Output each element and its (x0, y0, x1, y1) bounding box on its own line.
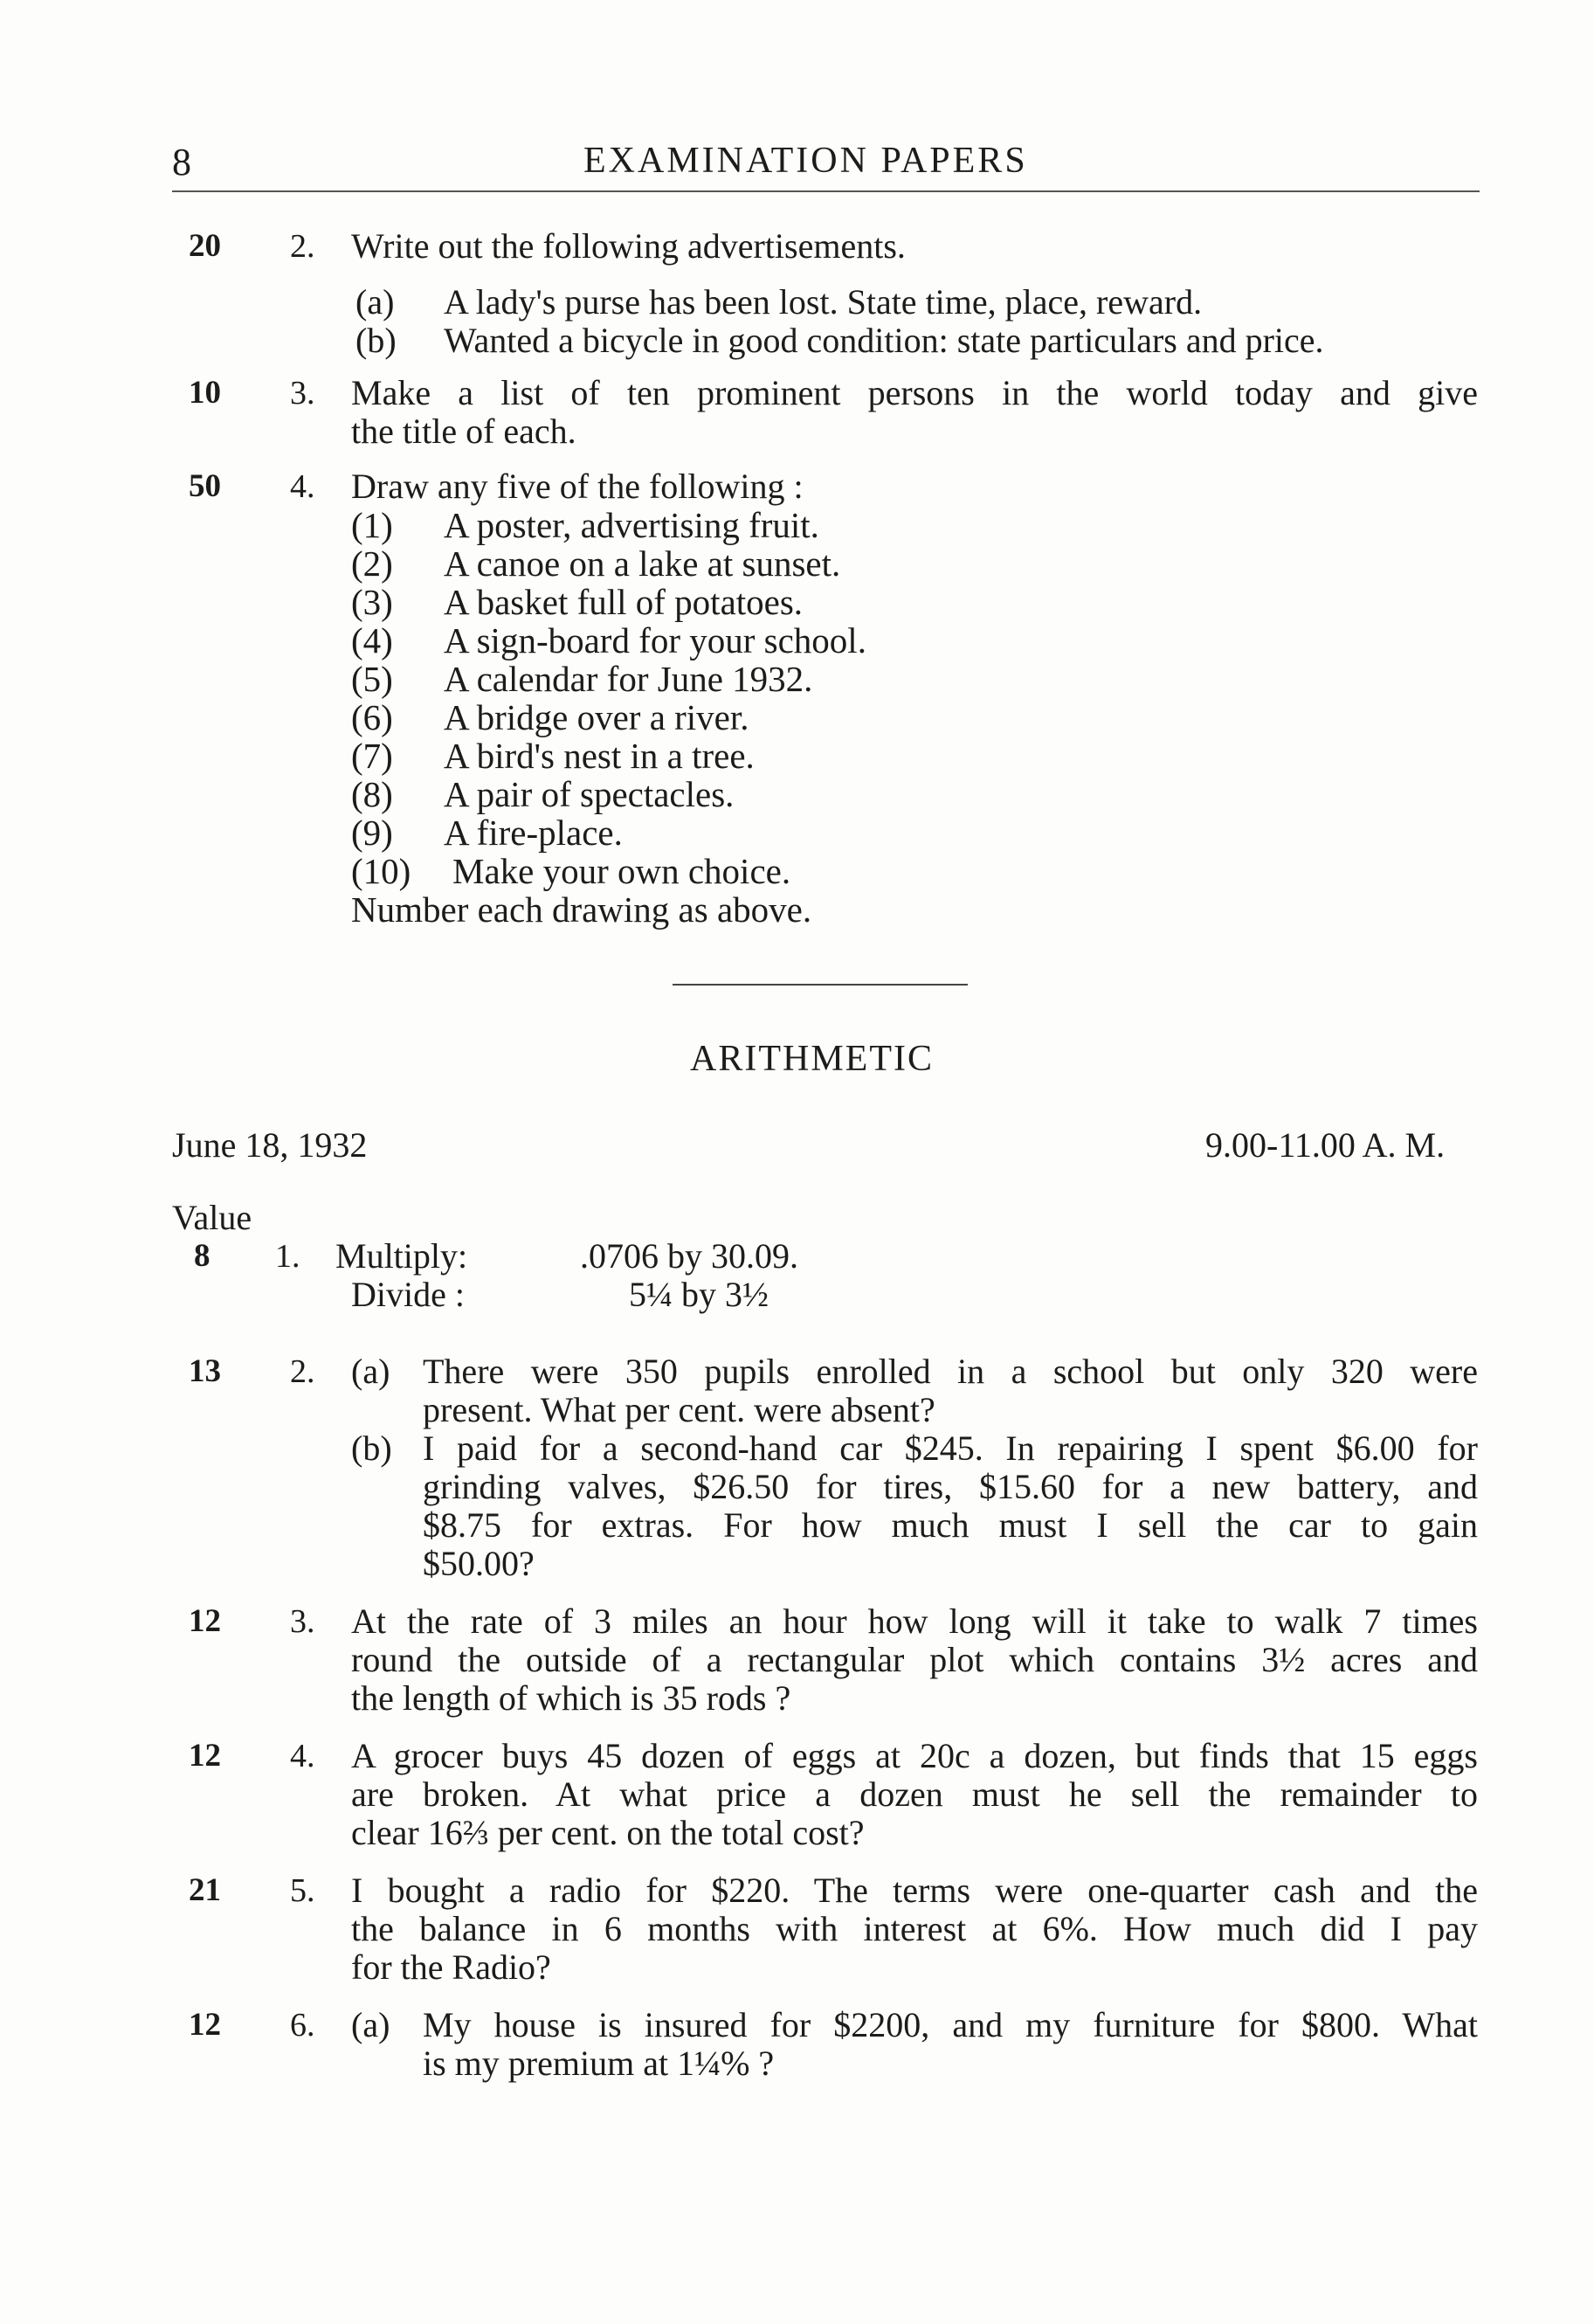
subitem-text-line: present. What per cent. were absent? (423, 1390, 935, 1429)
question-text-line: round the outside of a rectangular plot which contains 3½ acres and (351, 1640, 1478, 1679)
question-value: 10 (189, 375, 221, 411)
drawing-item-text: A poster, advertising fruit. (444, 505, 819, 545)
running-head: EXAMINATION PAPERS (583, 141, 1028, 181)
subitem-text-line: My house is insured for $2200, and my furniture for $800. What (423, 2005, 1478, 2044)
question-value: 12 (189, 1738, 221, 1774)
drawing-item-label: (3) (351, 582, 393, 622)
question-value: 50 (189, 468, 221, 504)
drawing-item-text: A sign-board for your school. (444, 620, 866, 661)
question-text-line: A grocer buys 45 dozen of eggs at 20c a dozen, but finds that 15 eggs (351, 1736, 1478, 1775)
section-title: ARITHMETIC (690, 1039, 934, 1079)
question-text: Write out the following advertisements. (351, 226, 906, 266)
drawing-item-text: A calendar for June 1932. (444, 659, 813, 699)
drawing-item-label: (4) (351, 620, 393, 661)
question-value: 20 (189, 228, 221, 264)
page-number: 8 (172, 141, 191, 183)
question-text-line: Make a list of ten prominent persons in the world today and give (351, 373, 1478, 412)
subitem-text-line: $8.75 for extras. For how much must I sell the car to gain (423, 1505, 1478, 1545)
drawing-item-text: A basket full of potatoes. (444, 582, 804, 622)
value-heading: Value (172, 1198, 252, 1237)
subitem-label: (a) (351, 2005, 390, 2044)
question-value: 8 (194, 1238, 210, 1274)
multiply-expression: .0706 by 30.09. (580, 1236, 798, 1276)
question-text-line: clear 16⅔ per cent. on the total cost? (351, 1813, 865, 1852)
question-number: 4. (290, 468, 315, 505)
multiply-label: Multiply: (335, 1236, 468, 1276)
question-value: 13 (189, 1353, 221, 1389)
drawing-item-label: (7) (351, 736, 393, 776)
question-text: Draw any five of the following : (351, 467, 804, 506)
drawing-item-text: A canoe on a lake at sunset. (444, 543, 841, 584)
divide-label: Divide : (351, 1275, 465, 1314)
subitem-label: (b) (355, 321, 397, 360)
question-number: 3. (290, 375, 315, 412)
question-text-line: the length of which is 35 rods ? (351, 1678, 791, 1718)
drawing-item-label: (8) (351, 774, 393, 814)
question-value: 21 (189, 1872, 221, 1908)
question-number: 2. (290, 1353, 315, 1390)
drawing-item-label: (6) (351, 697, 393, 737)
question-value: 12 (189, 1603, 221, 1639)
question-text-line: I bought a radio for $220. The terms were one-quarter cash and the (351, 1871, 1478, 1910)
drawing-instruction: Number each drawing as above. (351, 889, 812, 930)
question-text-line: At the rate of 3 miles an hour how long will it take to walk 7 times (351, 1601, 1478, 1641)
question-text-line: the title of each. (351, 412, 576, 451)
subitem-text-line: $50.00? (423, 1544, 535, 1583)
exam-time: 9.00-11.00 A. M. (1205, 1125, 1446, 1165)
subitem-label: (b) (351, 1428, 392, 1468)
subitem-label: (a) (355, 282, 395, 322)
drawing-item-text: A bird's nest in a tree. (444, 736, 755, 776)
subitem-text: Wanted a bicycle in good condition: state particulars and price. (444, 321, 1324, 360)
question-value: 12 (189, 2007, 221, 2043)
exam-date: June 18, 1932 (172, 1125, 368, 1165)
drawing-item-label: (9) (351, 813, 393, 853)
subitem-text: A lady's purse has been lost. State time, place, reward. (444, 282, 1203, 322)
question-text-line: the balance in 6 months with interest at 6%. How much did I pay (351, 1909, 1478, 1948)
drawing-item-text: Make your own choice. (452, 851, 791, 891)
question-number: 6. (290, 2007, 315, 2044)
subitem-text-line: is my premium at 1¼% ? (423, 2044, 775, 2083)
question-text-line: for the Radio? (351, 1947, 551, 1987)
divide-expression: 5¼ by 3½ (629, 1275, 769, 1314)
header-rule (172, 190, 1480, 192)
question-number: 5. (290, 1872, 315, 1909)
drawing-item-label: (5) (351, 659, 393, 699)
subitem-text-line: There were 350 pupils enrolled in a school but only 320 were (423, 1352, 1478, 1391)
question-number: 3. (290, 1603, 315, 1640)
question-number: 2. (290, 228, 315, 265)
drawing-item-label: (10) (351, 851, 411, 891)
subitem-text-line: grinding valves, $26.50 for tires, $15.60 for a new battery, and (423, 1467, 1478, 1506)
question-text-line: are broken. At what price a dozen must he sell the remainder to (351, 1774, 1478, 1814)
drawing-item-text: A fire-place. (444, 813, 623, 853)
question-number: 4. (290, 1738, 315, 1774)
subitem-text-line: I paid for a second-hand car $245. In repairing I spent $6.00 for (423, 1428, 1478, 1468)
subitem-label: (a) (351, 1352, 390, 1391)
drawing-item-text: A bridge over a river. (444, 697, 749, 737)
drawing-item-label: (1) (351, 505, 393, 545)
drawing-item-label: (2) (351, 543, 393, 584)
drawing-item-text: A pair of spectacles. (444, 774, 735, 814)
section-divider (673, 984, 968, 986)
question-number: 1. (275, 1238, 300, 1275)
